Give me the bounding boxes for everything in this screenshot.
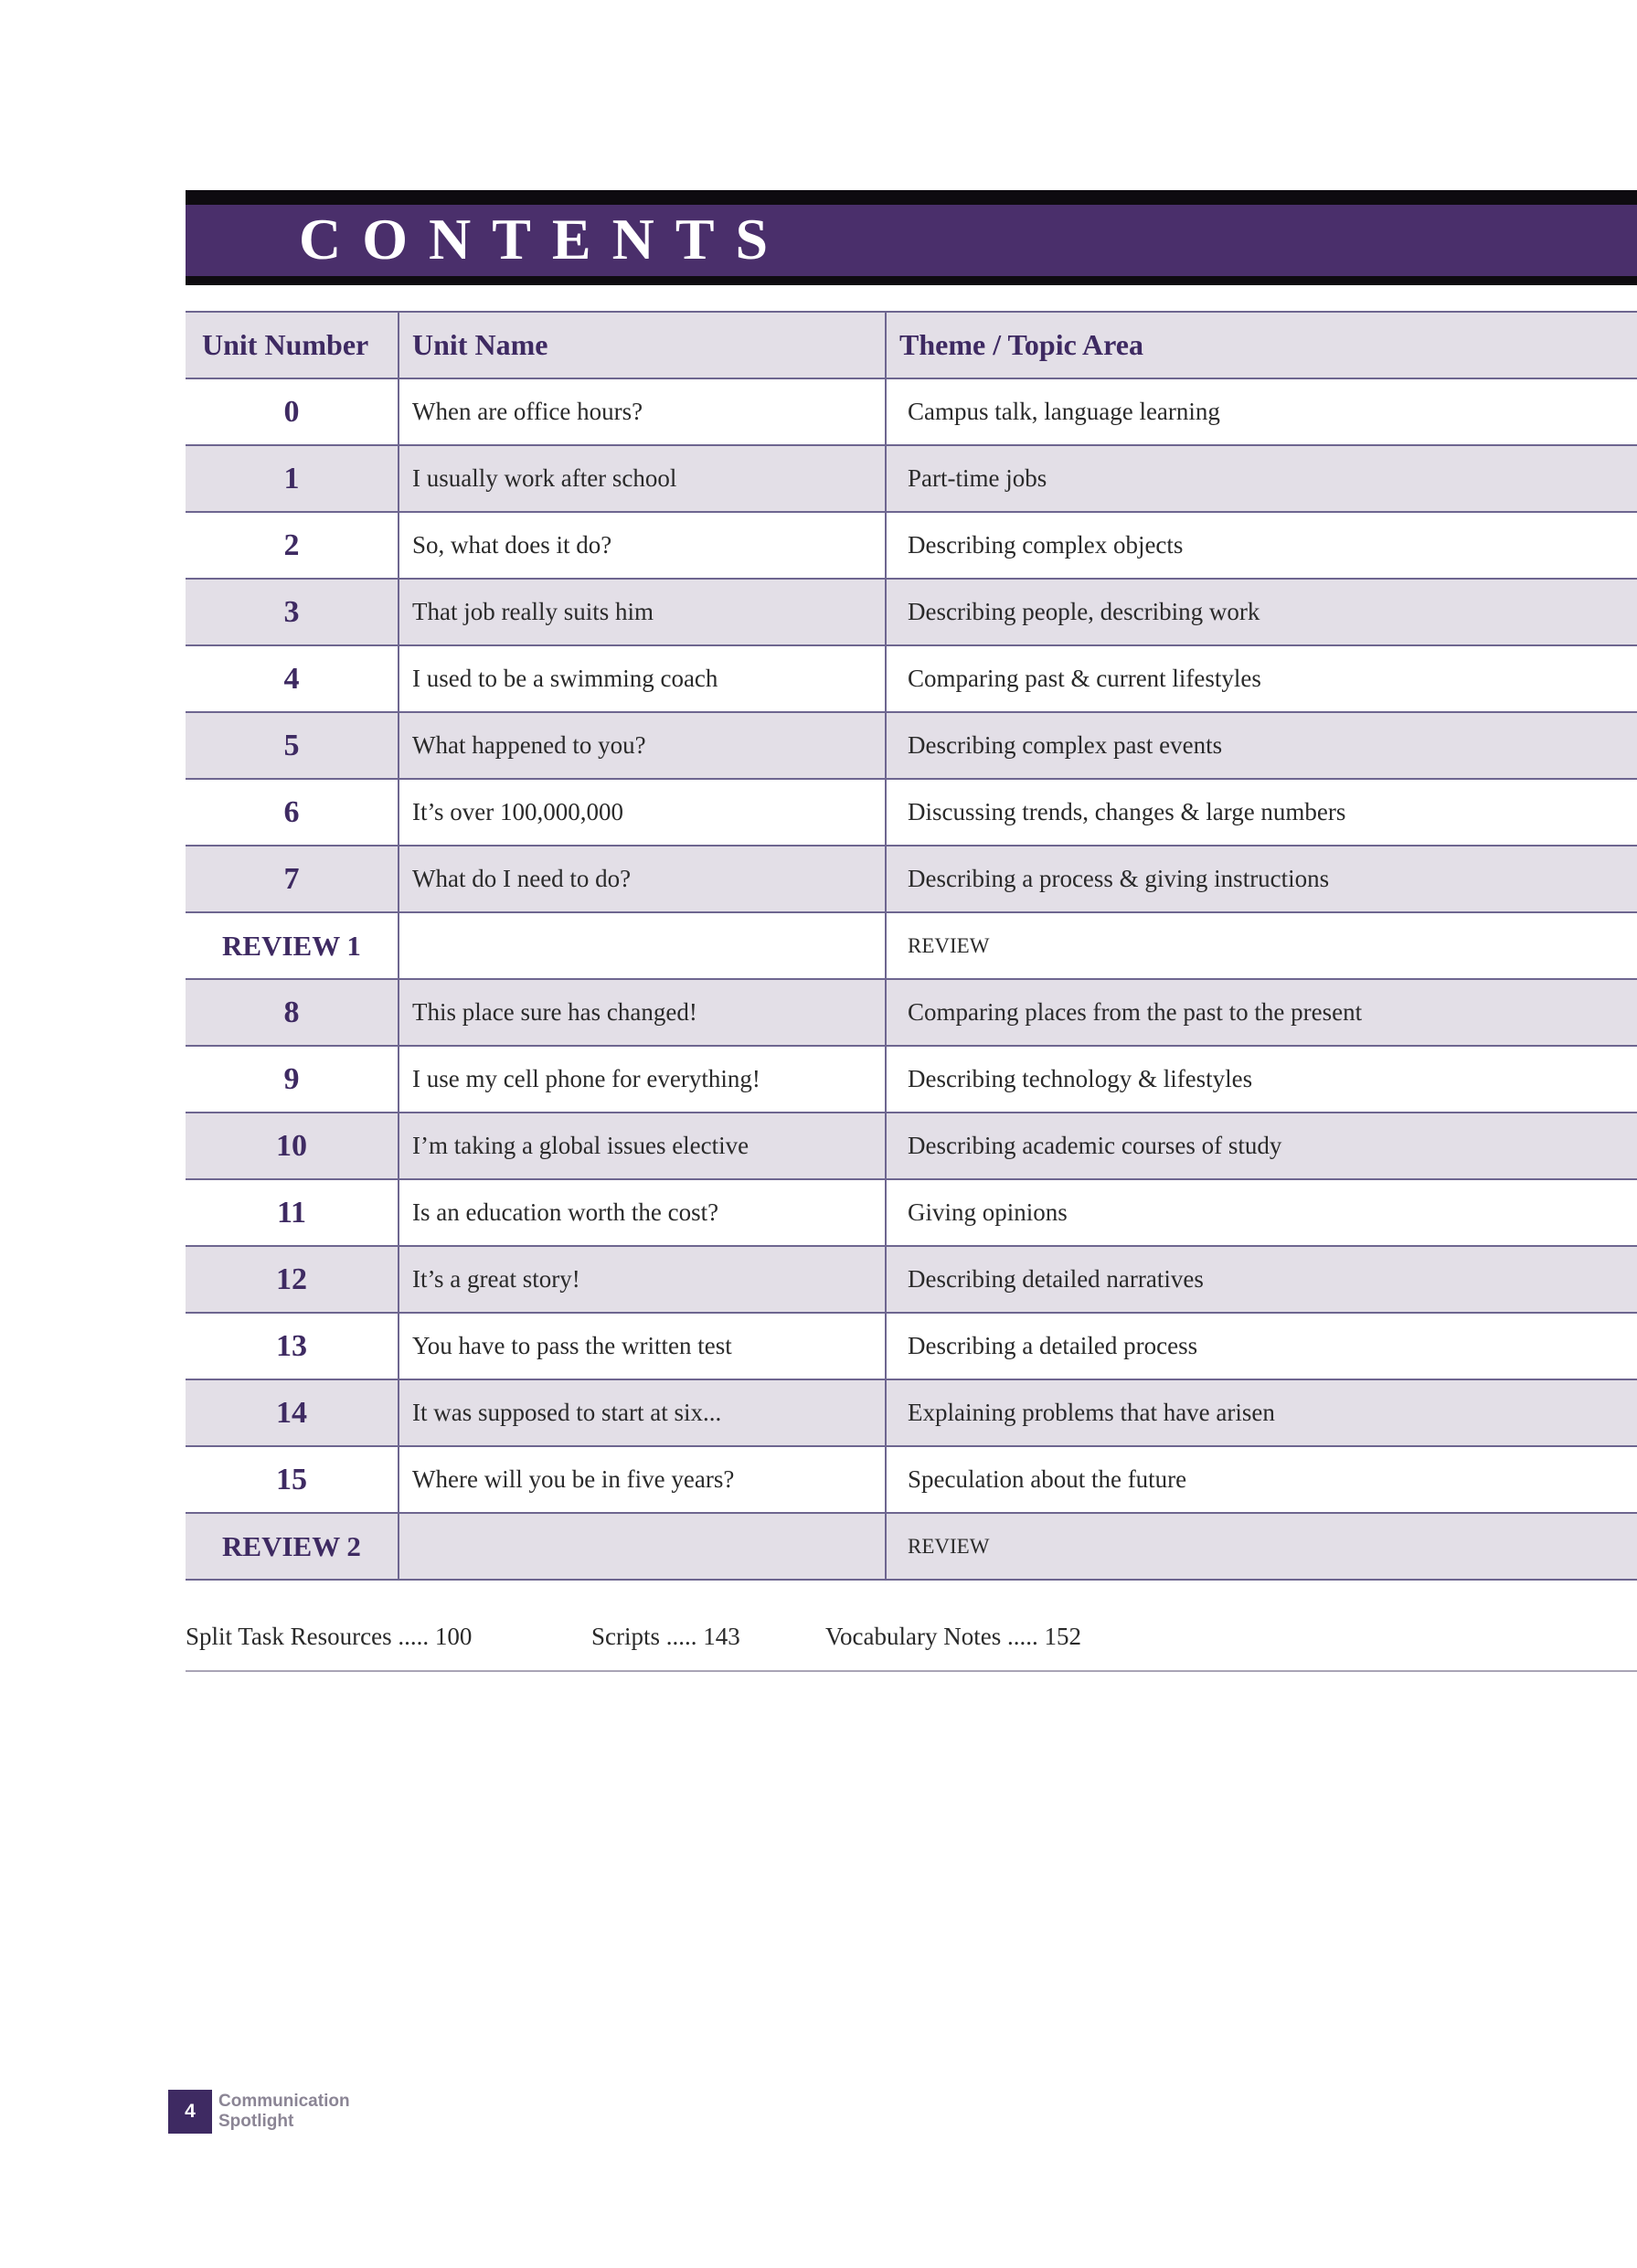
scripts-entry: Scripts ..... 143 xyxy=(591,1623,740,1650)
unit-name: I usually work after school xyxy=(399,445,886,512)
table-row xyxy=(186,779,1637,846)
table-row xyxy=(186,1046,1637,1113)
page-number: 4 xyxy=(168,2090,212,2134)
table-row xyxy=(186,512,1637,579)
page-title: CONTENTS xyxy=(299,207,790,272)
unit-number: 0 xyxy=(186,378,399,445)
table-row xyxy=(186,712,1637,779)
contents-table xyxy=(186,311,1637,1581)
unit-name: It was supposed to start at six... xyxy=(399,1379,886,1446)
table-header-row xyxy=(186,312,1637,378)
table-row xyxy=(186,1446,1637,1513)
unit-number: 13 xyxy=(186,1313,399,1379)
unit-name: You have to pass the written test xyxy=(399,1313,886,1379)
unit-name: What do I need to do? xyxy=(399,846,886,912)
unit-number: 6 xyxy=(186,779,399,846)
unit-theme: Discussing trends, changes & large numbers xyxy=(886,779,1637,846)
brand-line-1: Communication xyxy=(218,2092,350,2111)
table-row xyxy=(186,1113,1637,1179)
unit-number: 12 xyxy=(186,1246,399,1313)
unit-name: It’s over 100,000,000 xyxy=(399,779,886,846)
table-row xyxy=(186,1246,1637,1313)
review-row xyxy=(186,1513,1637,1580)
unit-number: 15 xyxy=(186,1446,399,1513)
unit-number: 1 xyxy=(186,445,399,512)
unit-number: 5 xyxy=(186,712,399,779)
unit-theme: Campus talk, language learning xyxy=(886,378,1637,445)
unit-number: 4 xyxy=(186,645,399,712)
unit-name xyxy=(399,912,886,979)
unit-name: I’m taking a global issues elective xyxy=(399,1113,886,1179)
unit-number: 11 xyxy=(186,1179,399,1246)
unit-theme: Giving opinions xyxy=(886,1179,1637,1246)
table-row xyxy=(186,846,1637,912)
unit-theme: Comparing places from the past to the present xyxy=(886,979,1637,1046)
table-row xyxy=(186,1313,1637,1379)
unit-theme: Describing detailed narratives xyxy=(886,1246,1637,1313)
review-label: REVIEW 2 xyxy=(186,1513,399,1580)
unit-name: I use my cell phone for everything! xyxy=(399,1046,886,1113)
review-theme: REVIEW xyxy=(886,912,1637,979)
unit-name: Is an education worth the cost? xyxy=(399,1179,886,1246)
unit-theme: Describing academic courses of study xyxy=(886,1113,1637,1179)
review-label: REVIEW 1 xyxy=(186,912,399,979)
unit-name: This place sure has changed! xyxy=(399,979,886,1046)
unit-name: It’s a great story! xyxy=(399,1246,886,1313)
unit-name: I used to be a swimming coach xyxy=(399,645,886,712)
header-theme: Theme / Topic Area xyxy=(886,312,1637,378)
unit-theme: Speculation about the future xyxy=(886,1446,1637,1513)
unit-name: That job really suits him xyxy=(399,579,886,645)
unit-theme: Describing a detailed process xyxy=(886,1313,1637,1379)
split-task-resources-entry: Split Task Resources ..... 100 xyxy=(186,1623,473,1650)
unit-theme: Describing people, describing work xyxy=(886,579,1637,645)
footer-divider xyxy=(186,1670,1637,1672)
unit-theme: Part-time jobs xyxy=(886,445,1637,512)
unit-name: What happened to you? xyxy=(399,712,886,779)
vocabulary-notes-entry: Vocabulary Notes ..... 152 xyxy=(825,1623,1081,1650)
unit-theme: Comparing past & current lifestyles xyxy=(886,645,1637,712)
unit-number: 8 xyxy=(186,979,399,1046)
brand-name xyxy=(218,2092,350,2132)
unit-theme: Explaining problems that have arisen xyxy=(886,1379,1637,1446)
unit-theme: Describing technology & lifestyles xyxy=(886,1046,1637,1113)
header-unit-name: Unit Name xyxy=(399,312,886,378)
review-theme: REVIEW xyxy=(886,1513,1637,1580)
unit-name: So, what does it do? xyxy=(399,512,886,579)
table-row xyxy=(186,378,1637,445)
table-row xyxy=(186,645,1637,712)
brand-line-2: Spotlight xyxy=(218,2112,294,2131)
table-row xyxy=(186,979,1637,1046)
unit-number: 3 xyxy=(186,579,399,645)
review-row xyxy=(186,912,1637,979)
table-row xyxy=(186,445,1637,512)
unit-theme: Describing complex objects xyxy=(886,512,1637,579)
table-row xyxy=(186,579,1637,645)
unit-theme: Describing complex past events xyxy=(886,712,1637,779)
unit-number: 7 xyxy=(186,846,399,912)
unit-number: 9 xyxy=(186,1046,399,1113)
header-unit-number: Unit Number xyxy=(186,312,399,378)
unit-number: 10 xyxy=(186,1113,399,1179)
unit-name: When are office hours? xyxy=(399,378,886,445)
unit-theme: Describing a process & giving instructions xyxy=(886,846,1637,912)
table-row xyxy=(186,1379,1637,1446)
unit-number: 2 xyxy=(186,512,399,579)
table-row xyxy=(186,1179,1637,1246)
unit-number: 14 xyxy=(186,1379,399,1446)
unit-name xyxy=(399,1513,886,1580)
unit-name: Where will you be in five years? xyxy=(399,1446,886,1513)
